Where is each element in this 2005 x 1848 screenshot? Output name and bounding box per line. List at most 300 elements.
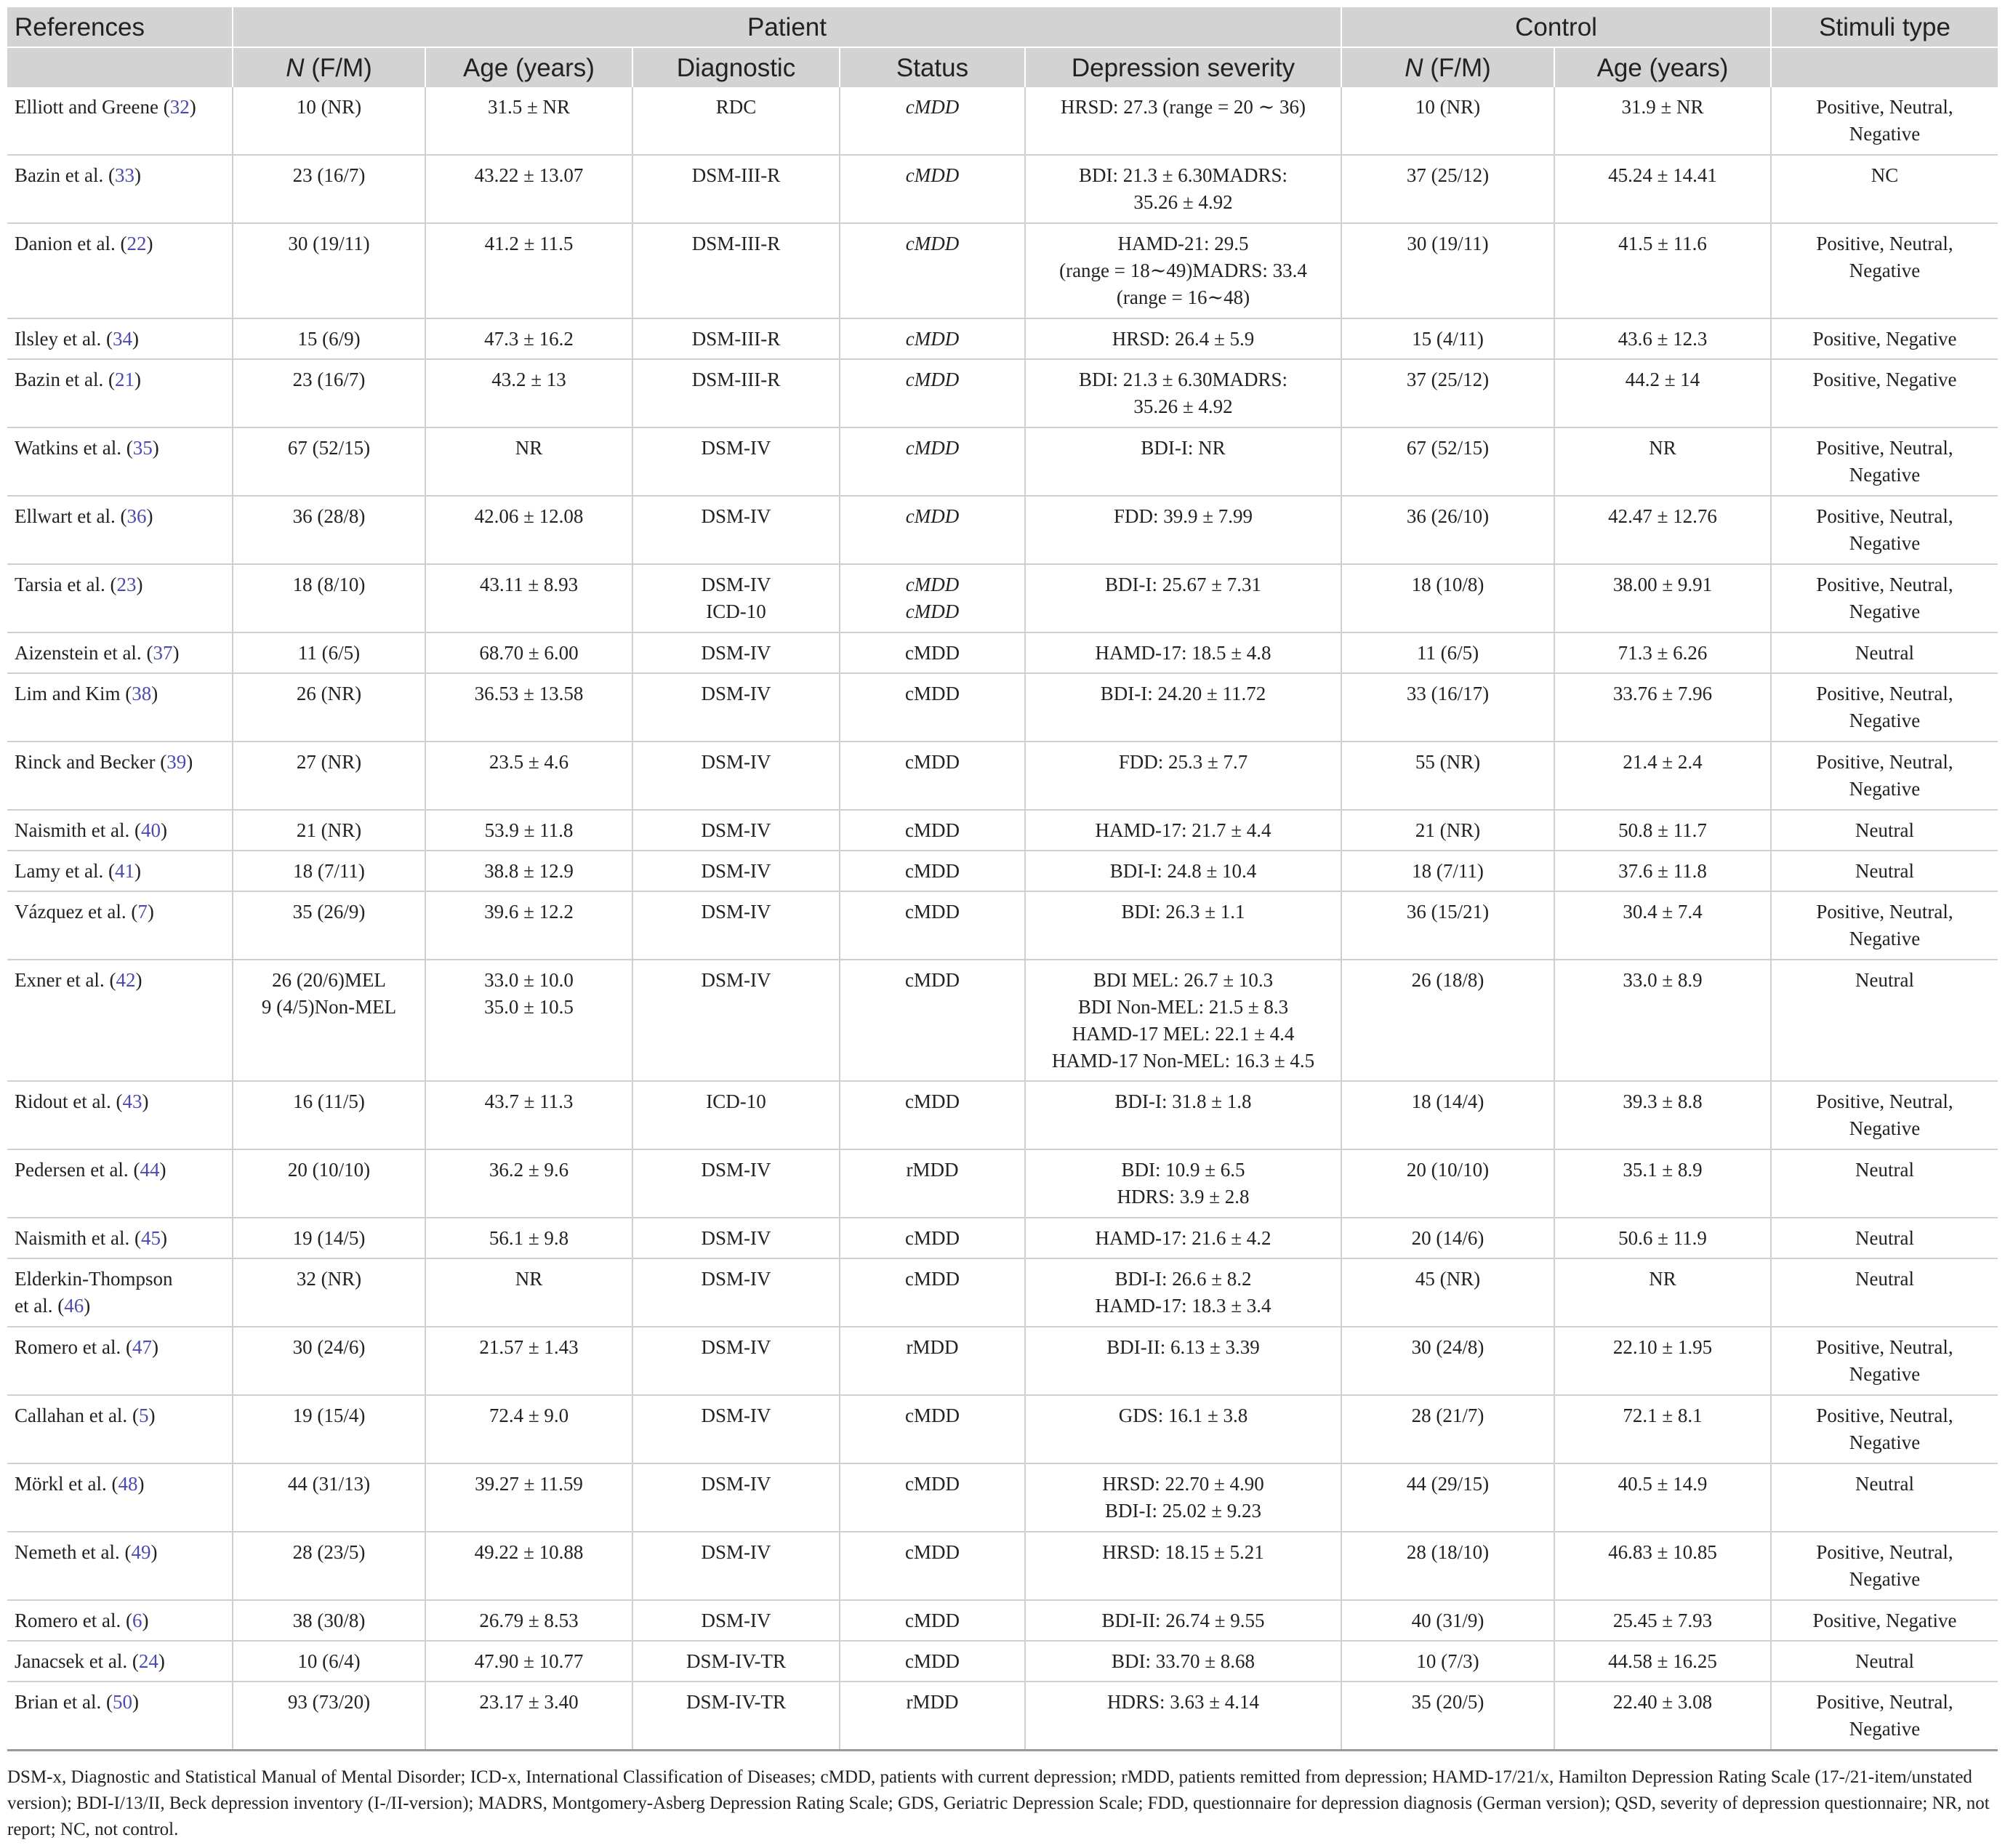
table-row <box>7 1218 1998 1258</box>
cell-control-n-line: 44 (29/15) <box>1406 1473 1490 1495</box>
cell-depression-severity-line: HAMD-17: 18.3 ± 3.4 <box>1095 1295 1271 1317</box>
cell-patient-age-line: 43.2 ± 13 <box>491 369 566 390</box>
cell-depression-severity <box>1025 496 1341 564</box>
cell-patient-age <box>425 1149 632 1218</box>
cell-diagnostic <box>632 810 840 851</box>
cell-status-line: cMDD <box>905 819 960 841</box>
cell-stimuli-type <box>1771 155 1998 223</box>
table-row <box>7 1258 1998 1327</box>
reference-link[interactable]: 5 <box>138 1405 149 1426</box>
cell-diagnostic-line: ICD-10 <box>706 1090 766 1112</box>
cell-diagnostic-line: DSM-IV <box>701 1610 771 1631</box>
cell-stimuli-type-line: Negative <box>1849 532 1921 554</box>
cell-control-age-line: 21.4 ± 2.4 <box>1623 751 1703 773</box>
cell-stimuli-type <box>1771 223 1998 318</box>
header-patient-n-suffix: (F/M) <box>304 53 372 82</box>
cell-diagnostic-line: DSM-IV <box>701 642 771 664</box>
cell-status-line: cMDD <box>905 1650 960 1672</box>
cell-patient-n-line: 11 (6/5) <box>297 642 361 664</box>
cell-patient-age <box>425 960 632 1081</box>
header-control-n-suffix: (F/M) <box>1423 53 1491 82</box>
reference-link[interactable]: 41 <box>114 860 134 882</box>
cell-control-age-line: 45.24 ± 14.41 <box>1608 164 1717 186</box>
reference-link[interactable]: 38 <box>132 683 152 704</box>
cell-depression-severity-line: BDI-I: 24.8 ± 10.4 <box>1109 860 1257 882</box>
cell-stimuli-type-line: Positive, Neutral, <box>1816 574 1953 595</box>
cell-status <box>840 87 1025 155</box>
cell-diagnostic-line: DSM-IV <box>701 901 771 923</box>
cell-depression-severity-line: BDI: 10.9 ± 6.5 <box>1121 1159 1245 1181</box>
cell-patient-age-line: 39.6 ± 12.2 <box>484 901 574 923</box>
cell-control-age <box>1554 1600 1771 1641</box>
cell-status <box>840 673 1025 742</box>
cell-control-n <box>1341 1532 1554 1600</box>
cell-control-n-line: 10 (NR) <box>1415 96 1481 118</box>
reference-link[interactable]: 32 <box>169 96 190 118</box>
reference-link[interactable]: 37 <box>153 642 173 664</box>
table-row <box>7 223 1998 318</box>
cell-stimuli-type-line: Positive, Neutral, <box>1816 1090 1953 1112</box>
cell-stimuli-type-line: Neutral <box>1855 642 1915 664</box>
cell-patient-n-line: 32 (NR) <box>296 1268 362 1290</box>
table-footnote: DSM-x, Diagnostic and Statistical Manual of Mental Disorder; ICD-x, International Classification of Diseases; cMDD, patients with current depression; rMDD, patients remitted from depression; HAMD-17/21/x, Hamilton Depression Rating Scale (17-/21-item/unstated version); BDI-I/13/II, Beck depression inventory (I-/II-version); MADRS, Montgomery-Asberg Depression Rating Scale; GDS, Geriatric Depression Scale; FDD, questionnaire for depression diagnosis (German version); QSD, severity of depression questionnaire; NR, not report; NC, not control. <box>7 1767 1990 1839</box>
cell-patient-n-line: 9 (4/5)Non-MEL <box>261 996 397 1018</box>
cell-stimuli-type-line: Neutral <box>1855 860 1915 882</box>
reference-author: Romero et al. <box>15 1610 121 1631</box>
cell-control-n <box>1341 673 1554 742</box>
reference-author: Mörkl et al. <box>15 1473 107 1495</box>
cell-control-n <box>1341 960 1554 1081</box>
cell-depression-severity-line: FDD: 39.9 ± 7.99 <box>1113 505 1253 527</box>
cell-patient-age-line: 68.70 ± 6.00 <box>479 642 579 664</box>
cell-reference: Pedersen et al. (44) <box>7 1149 233 1218</box>
cell-stimuli-type <box>1771 318 1998 359</box>
cell-patient-age <box>425 1532 632 1600</box>
reference-author: Brian et al. <box>15 1691 102 1713</box>
cell-control-n <box>1341 155 1554 223</box>
cell-stimuli-type <box>1771 1149 1998 1218</box>
cell-reference: Rinck and Becker (39) <box>7 742 233 810</box>
cell-depression-severity-line: HDRS: 3.9 ± 2.8 <box>1117 1186 1250 1208</box>
cell-control-age <box>1554 496 1771 564</box>
cell-depression-severity <box>1025 87 1341 155</box>
cell-status <box>840 891 1025 960</box>
cell-control-age-line: 33.76 ± 7.96 <box>1612 683 1713 704</box>
cell-patient-n <box>233 1327 425 1395</box>
cell-status <box>840 1600 1025 1641</box>
cell-depression-severity-line: HDRS: 3.63 ± 4.14 <box>1106 1691 1260 1713</box>
cell-patient-n <box>233 1149 425 1218</box>
reference-link[interactable]: 6 <box>132 1610 142 1631</box>
cell-control-n <box>1341 632 1554 673</box>
cell-control-n-line: 28 (21/7) <box>1411 1405 1484 1426</box>
cell-depression-severity-line: BDI-I: 31.8 ± 1.8 <box>1114 1090 1252 1112</box>
cell-control-age <box>1554 891 1771 960</box>
cell-control-age-line: 71.3 ± 6.26 <box>1618 642 1708 664</box>
cell-control-n-line: 18 (14/4) <box>1411 1090 1484 1112</box>
header-patient-n-italic: N <box>286 53 305 82</box>
cell-diagnostic-line: ICD-10 <box>706 600 766 622</box>
cell-control-n-line: 26 (18/8) <box>1411 969 1484 991</box>
cell-patient-age <box>425 564 632 632</box>
reference-link[interactable]: 49 <box>131 1541 151 1563</box>
cell-patient-n <box>233 87 425 155</box>
cell-patient-n <box>233 1682 425 1751</box>
cell-control-age-line: 30.4 ± 7.4 <box>1623 901 1703 923</box>
cell-status-line: cMDD <box>905 683 960 704</box>
cell-diagnostic-line: DSM-IV <box>701 1473 771 1495</box>
cell-depression-severity-line: HAMD-21: 29.5 <box>1117 233 1249 254</box>
cell-stimuli-type <box>1771 1682 1998 1751</box>
cell-patient-n-line: 27 (NR) <box>296 751 362 773</box>
cell-status-line: rMDD <box>906 1336 959 1358</box>
cell-patient-age <box>425 632 632 673</box>
cell-patient-age <box>425 1258 632 1327</box>
cell-reference: Danion et al. (22) <box>7 223 233 318</box>
cell-patient-n <box>233 632 425 673</box>
cell-patient-n-line: 18 (8/10) <box>292 574 366 595</box>
table-row <box>7 742 1998 810</box>
cell-stimuli-type-line: Positive, Neutral, <box>1816 1691 1953 1713</box>
table-header <box>7 7 1998 87</box>
cell-stimuli-type-line: Positive, Neutral, <box>1816 233 1953 254</box>
reference-link[interactable]: 36 <box>126 505 147 527</box>
reference-link[interactable]: 21 <box>114 369 134 390</box>
cell-control-n-line: 30 (24/8) <box>1411 1336 1484 1358</box>
cell-control-age <box>1554 1258 1771 1327</box>
reference-link[interactable]: 47 <box>132 1336 152 1358</box>
cell-control-n <box>1341 1149 1554 1218</box>
header-patient-n <box>233 47 425 87</box>
cell-status <box>840 359 1025 427</box>
cell-control-n <box>1341 1641 1554 1682</box>
cell-patient-n <box>233 1532 425 1600</box>
cell-control-n <box>1341 851 1554 891</box>
table-row <box>7 1395 1998 1463</box>
cell-patient-n <box>233 223 425 318</box>
cell-stimuli-type <box>1771 742 1998 810</box>
cell-control-age-line: 31.9 ± NR <box>1621 96 1704 118</box>
cell-stimuli-type <box>1771 891 1998 960</box>
cell-control-n <box>1341 1463 1554 1532</box>
cell-depression-severity-line: BDI-I: 26.6 ± 8.2 <box>1114 1268 1252 1290</box>
cell-diagnostic-line: DSM-IV <box>701 1268 771 1290</box>
cell-stimuli-type <box>1771 960 1998 1081</box>
cell-control-age-line: 50.8 ± 11.7 <box>1618 819 1707 841</box>
cell-control-n <box>1341 1682 1554 1751</box>
header-stimuli-blank <box>1771 47 1998 87</box>
header-patient: Patient <box>233 7 1341 47</box>
cell-patient-n-line: 10 (NR) <box>296 96 362 118</box>
cell-status-line: cMDD <box>905 574 960 595</box>
cell-patient-n <box>233 742 425 810</box>
cell-depression-severity <box>1025 155 1341 223</box>
table-row <box>7 87 1998 155</box>
cell-reference: Exner et al. (42) <box>7 960 233 1081</box>
table-row <box>7 673 1998 742</box>
cell-diagnostic-line: DSM-IV <box>701 1541 771 1563</box>
cell-diagnostic <box>632 960 840 1081</box>
cell-patient-n <box>233 318 425 359</box>
cell-diagnostic <box>632 851 840 891</box>
cell-patient-n <box>233 1395 425 1463</box>
cell-patient-age-line: 35.0 ± 10.5 <box>484 996 574 1018</box>
cell-control-n <box>1341 1600 1554 1641</box>
cell-control-n-line: 36 (26/10) <box>1406 505 1490 527</box>
cell-patient-n-line: 30 (19/11) <box>288 233 370 254</box>
reference-author: Romero et al. <box>15 1336 121 1358</box>
cell-stimuli-type-line: Positive, Neutral, <box>1816 1541 1953 1563</box>
cell-depression-severity-line: BDI-I: 25.02 ± 9.23 <box>1104 1500 1262 1522</box>
cell-control-age-line: 25.45 ± 7.93 <box>1612 1610 1713 1631</box>
cell-status <box>840 1218 1025 1258</box>
table-row <box>7 632 1998 673</box>
cell-patient-age-line: 26.79 ± 8.53 <box>479 1610 579 1631</box>
cell-diagnostic-line: DSM-IV <box>701 683 771 704</box>
reference-link[interactable]: 44 <box>140 1159 160 1181</box>
cell-diagnostic-line: DSM-IV <box>701 1405 771 1426</box>
cell-depression-severity <box>1025 223 1341 318</box>
studies-table <box>7 7 1998 1751</box>
cell-patient-n-line: 36 (28/8) <box>292 505 366 527</box>
reference-author: Callahan et al. <box>15 1405 128 1426</box>
cell-status <box>840 1395 1025 1463</box>
cell-depression-severity-line: BDI-I: NR <box>1141 437 1226 459</box>
cell-reference: Brian et al. (50) <box>7 1682 233 1751</box>
cell-stimuli-type <box>1771 851 1998 891</box>
cell-control-age <box>1554 1532 1771 1600</box>
cell-patient-age-line: NR <box>515 437 543 459</box>
header-patient-status: Status <box>840 47 1025 87</box>
cell-control-age <box>1554 1149 1771 1218</box>
cell-diagnostic <box>632 427 840 496</box>
cell-control-n <box>1341 496 1554 564</box>
cell-stimuli-type <box>1771 1327 1998 1395</box>
cell-control-age <box>1554 1327 1771 1395</box>
cell-depression-severity-line: 35.26 ± 4.92 <box>1133 395 1233 417</box>
cell-patient-n <box>233 851 425 891</box>
reference-author: Watkins et al. <box>15 437 122 459</box>
cell-control-age-line: 22.40 ± 3.08 <box>1612 1691 1713 1713</box>
cell-depression-severity <box>1025 1149 1341 1218</box>
cell-status-line: cMDD <box>905 505 960 527</box>
cell-control-n-line: 33 (16/17) <box>1406 683 1490 704</box>
cell-diagnostic-line: DSM-IV <box>701 860 771 882</box>
cell-depression-severity-line: BDI: 21.3 ± 6.30MADRS: <box>1078 369 1288 390</box>
cell-stimuli-type <box>1771 1258 1998 1327</box>
cell-depression-severity-line: FDD: 25.3 ± 7.7 <box>1118 751 1248 773</box>
cell-stimuli-type-line: Negative <box>1849 464 1921 486</box>
reference-author: Danion et al. <box>15 233 116 254</box>
cell-patient-age <box>425 223 632 318</box>
table-row <box>7 1532 1998 1600</box>
reference-link[interactable]: 7 <box>137 901 148 923</box>
table-row <box>7 496 1998 564</box>
cell-control-n-line: 37 (25/12) <box>1406 369 1490 390</box>
cell-depression-severity <box>1025 1218 1341 1258</box>
cell-diagnostic-line: DSM-IV <box>701 505 771 527</box>
cell-control-age-line: 46.83 ± 10.85 <box>1608 1541 1717 1563</box>
cell-patient-n-line: 23 (16/7) <box>292 369 366 390</box>
cell-diagnostic <box>632 564 840 632</box>
cell-stimuli-type-line: Positive, Negative <box>1812 328 1957 350</box>
reference-link[interactable]: 24 <box>138 1650 158 1672</box>
cell-stimuli-type-line: NC <box>1871 164 1899 186</box>
cell-reference: Ellwart et al. (36) <box>7 496 233 564</box>
reference-link[interactable]: 42 <box>116 969 136 991</box>
cell-control-age <box>1554 1395 1771 1463</box>
reference-link[interactable]: 22 <box>126 233 147 254</box>
cell-status <box>840 851 1025 891</box>
reference-author: Pedersen et al. <box>15 1159 129 1181</box>
cell-control-n-line: 67 (52/15) <box>1406 437 1490 459</box>
cell-depression-severity-line: (range = 16∼48) <box>1116 286 1250 308</box>
cell-stimuli-type-line: Negative <box>1849 260 1921 281</box>
cell-control-n-line: 10 (7/3) <box>1416 1650 1479 1672</box>
reference-link[interactable]: 33 <box>114 164 134 186</box>
cell-stimuli-type-line: Negative <box>1849 778 1921 800</box>
cell-depression-severity <box>1025 1532 1341 1600</box>
cell-diagnostic-line: DSM-IV <box>701 819 771 841</box>
header-control-age: Age (years) <box>1554 47 1771 87</box>
cell-status <box>840 742 1025 810</box>
reference-link[interactable]: 48 <box>118 1473 138 1495</box>
cell-diagnostic <box>632 673 840 742</box>
cell-depression-severity <box>1025 359 1341 427</box>
cell-stimuli-type-line: Positive, Neutral, <box>1816 751 1953 773</box>
reference-link[interactable]: 45 <box>140 1227 161 1249</box>
cell-control-n <box>1341 810 1554 851</box>
cell-patient-age-line: 72.4 ± 9.0 <box>489 1405 569 1426</box>
reference-author-cont: et al. <box>15 1295 53 1317</box>
cell-stimuli-type-line: Positive, Neutral, <box>1816 683 1953 704</box>
cell-patient-n <box>233 673 425 742</box>
reference-link[interactable]: 23 <box>116 574 137 595</box>
cell-control-n <box>1341 1258 1554 1327</box>
cell-patient-n <box>233 155 425 223</box>
table-row <box>7 960 1998 1081</box>
reference-author: Elderkin-Thompson <box>15 1268 173 1290</box>
cell-diagnostic-line: DSM-III-R <box>691 328 781 350</box>
cell-patient-age <box>425 1463 632 1532</box>
cell-patient-age <box>425 318 632 359</box>
cell-stimuli-type-line: Negative <box>1849 1568 1921 1590</box>
cell-patient-n-line: 10 (6/4) <box>297 1650 361 1672</box>
cell-patient-n-line: 26 (20/6)MEL <box>272 969 386 991</box>
cell-depression-severity <box>1025 810 1341 851</box>
cell-status-line: cMDD <box>905 969 960 991</box>
cell-control-age-line: 42.47 ± 12.76 <box>1608 505 1717 527</box>
reference-link[interactable]: 34 <box>112 328 132 350</box>
cell-diagnostic-line: DSM-IV-TR <box>686 1691 787 1713</box>
cell-depression-severity-line: HAMD-17 MEL: 22.1 ± 4.4 <box>1072 1023 1295 1045</box>
cell-patient-age-line: 41.2 ± 11.5 <box>484 233 574 254</box>
cell-status <box>840 1641 1025 1682</box>
cell-status <box>840 564 1025 632</box>
table-row <box>7 155 1998 223</box>
cell-control-n <box>1341 223 1554 318</box>
cell-control-age-line: 41.5 ± 11.6 <box>1618 233 1707 254</box>
cell-stimuli-type <box>1771 1641 1998 1682</box>
cell-status-line: cMDD <box>905 901 960 923</box>
cell-stimuli-type-line: Positive, Negative <box>1812 369 1957 390</box>
reference-author: Lamy et al. <box>15 860 104 882</box>
cell-status-line: cMDD <box>905 1227 960 1249</box>
cell-control-age-line: 38.00 ± 9.91 <box>1612 574 1713 595</box>
cell-depression-severity-line: BDI-II: 26.74 ± 9.55 <box>1101 1610 1265 1631</box>
cell-depression-severity <box>1025 1463 1341 1532</box>
cell-diagnostic <box>632 318 840 359</box>
cell-depression-severity <box>1025 891 1341 960</box>
reference-link[interactable]: 35 <box>132 437 153 459</box>
reference-author: Rinck and Becker <box>15 751 156 773</box>
header-patient-age: Age (years) <box>425 47 632 87</box>
cell-depression-severity-line: BDI-I: 24.20 ± 11.72 <box>1100 683 1266 704</box>
cell-depression-severity <box>1025 1395 1341 1463</box>
cell-control-age-line: 72.1 ± 8.1 <box>1623 1405 1703 1426</box>
cell-control-n <box>1341 1327 1554 1395</box>
cell-reference: Romero et al. (6) <box>7 1600 233 1641</box>
cell-reference: Mörkl et al. (48) <box>7 1463 233 1532</box>
reference-link[interactable]: 46 <box>64 1295 84 1317</box>
table-row <box>7 1463 1998 1532</box>
cell-reference: Vázquez et al. (7) <box>7 891 233 960</box>
cell-patient-n-line: 35 (26/9) <box>292 901 366 923</box>
reference-link[interactable]: 40 <box>140 819 161 841</box>
cell-status-line: cMDD <box>905 233 960 254</box>
cell-control-age-line: 22.10 ± 1.95 <box>1612 1336 1713 1358</box>
cell-diagnostic <box>632 1258 840 1327</box>
cell-control-n <box>1341 1395 1554 1463</box>
cell-depression-severity <box>1025 1641 1341 1682</box>
cell-reference: Watkins et al. (35) <box>7 427 233 496</box>
cell-status <box>840 427 1025 496</box>
cell-depression-severity-line: BDI: 21.3 ± 6.30MADRS: <box>1078 164 1288 186</box>
cell-depression-severity <box>1025 1081 1341 1149</box>
reference-author: Ridout et al. <box>15 1090 111 1112</box>
cell-patient-age-line: 42.06 ± 12.08 <box>474 505 584 527</box>
cell-patient-n <box>233 1600 425 1641</box>
cell-depression-severity-line: BDI MEL: 26.7 ± 10.3 <box>1093 969 1274 991</box>
cell-depression-severity-line: GDS: 16.1 ± 3.8 <box>1118 1405 1248 1426</box>
cell-depression-severity <box>1025 1327 1341 1395</box>
cell-patient-n-line: 26 (NR) <box>296 683 362 704</box>
cell-control-age <box>1554 427 1771 496</box>
reference-link[interactable]: 50 <box>112 1691 132 1713</box>
cell-status-line: cMDD <box>905 1268 960 1290</box>
cell-control-age-line: 40.5 ± 14.9 <box>1618 1473 1708 1495</box>
cell-stimuli-type-line: Positive, Neutral, <box>1816 437 1953 459</box>
cell-diagnostic <box>632 1149 840 1218</box>
reference-author: Exner et al. <box>15 969 105 991</box>
cell-depression-severity-line: HRSD: 27.3 (range = 20 ∼ 36) <box>1060 96 1306 118</box>
cell-patient-age <box>425 851 632 891</box>
cell-diagnostic-line: DSM-IV <box>701 1159 771 1181</box>
cell-control-age <box>1554 564 1771 632</box>
cell-patient-n-line: 19 (15/4) <box>292 1405 366 1426</box>
reference-link[interactable]: 39 <box>166 751 187 773</box>
cell-patient-age-line: 39.27 ± 11.59 <box>475 1473 583 1495</box>
cell-control-age <box>1554 851 1771 891</box>
reference-link[interactable]: 43 <box>122 1090 142 1112</box>
cell-patient-n-line: 23 (16/7) <box>292 164 366 186</box>
cell-reference: Callahan et al. (5) <box>7 1395 233 1463</box>
table-row <box>7 1682 1998 1751</box>
table-row <box>7 564 1998 632</box>
cell-patient-n-line: 21 (NR) <box>296 819 362 841</box>
cell-diagnostic-line: DSM-IV <box>701 969 771 991</box>
cell-control-n-line: 36 (15/21) <box>1406 901 1490 923</box>
